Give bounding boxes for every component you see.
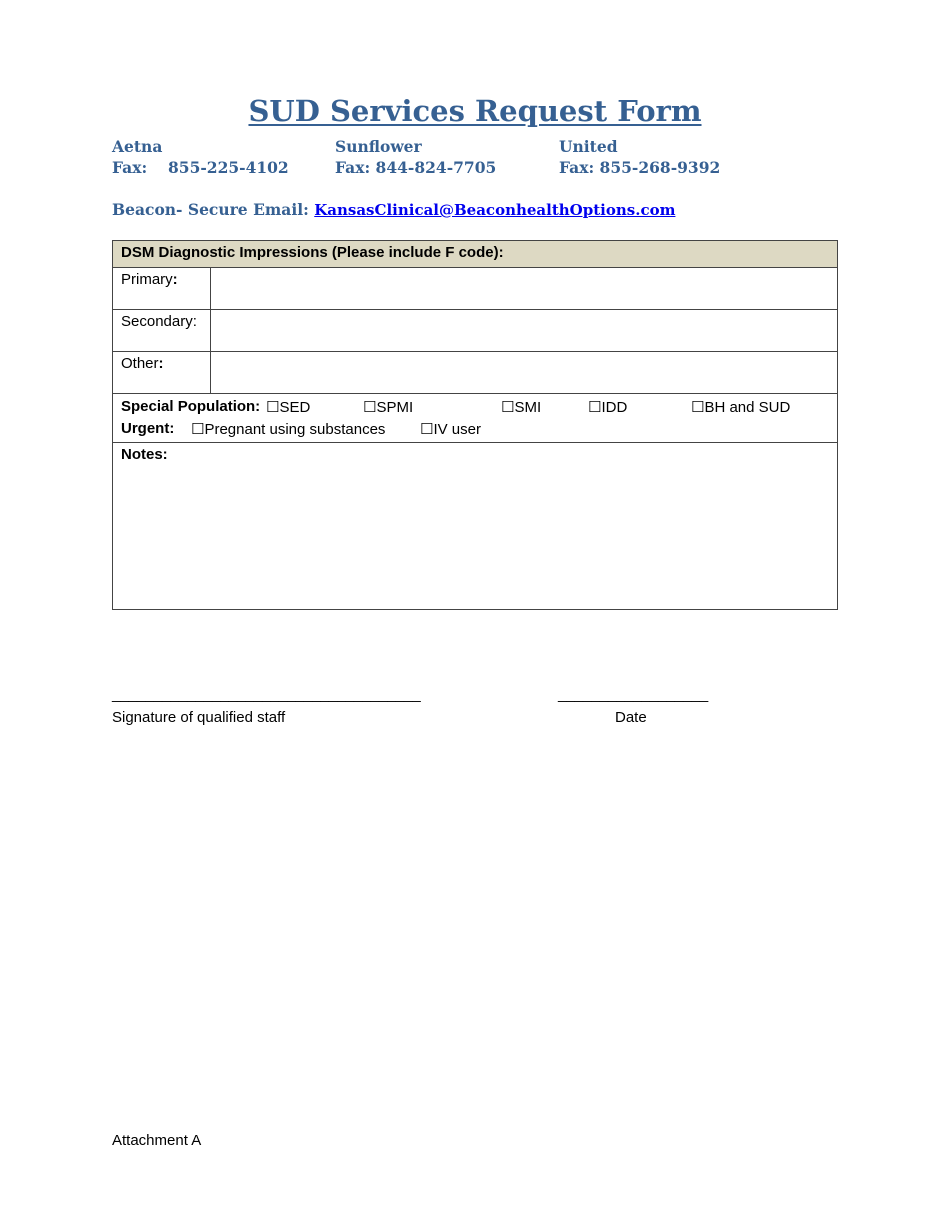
- other-field[interactable]: [211, 352, 838, 394]
- checkbox-bh-and-sud[interactable]: ☐BH and SUD: [691, 398, 791, 416]
- payer-fax: Fax: 855-268-9392: [559, 158, 721, 177]
- payer-fax: Fax: 855-225-4102: [112, 158, 289, 177]
- notes-label: Notes:: [121, 446, 168, 463]
- special-population-row: [113, 394, 838, 443]
- date-line: __________________: [558, 686, 709, 703]
- checkbox-spmi[interactable]: ☐SPMI: [363, 398, 414, 416]
- diagnostic-form: [112, 240, 838, 610]
- other-label: Other:: [113, 352, 211, 394]
- payer-name: United: [559, 137, 618, 156]
- checkbox-smi[interactable]: ☐SMI: [501, 398, 542, 416]
- payer-fax: Fax: 844-824-7705: [335, 158, 497, 177]
- checkbox-pregnant[interactable]: ☐Pregnant using substances: [191, 420, 386, 438]
- checkbox-icon: ☐: [191, 420, 205, 438]
- beacon-email-link[interactable]: KansasClinical@BeaconhealthOptions.com: [314, 201, 676, 219]
- secondary-label: Secondary:: [113, 310, 211, 352]
- date-label: Date: [615, 709, 647, 726]
- beacon-label: Beacon- Secure Email:: [112, 200, 309, 219]
- checkbox-iv-user[interactable]: ☐IV user: [420, 420, 481, 438]
- checkbox-icon: ☐: [420, 420, 434, 438]
- primary-field[interactable]: [211, 268, 838, 310]
- notes-field[interactable]: [113, 443, 838, 610]
- payer-aetna: [112, 136, 289, 178]
- checkbox-icon: ☐: [266, 398, 280, 416]
- beacon-email-row: [112, 200, 675, 219]
- checkbox-icon: ☐: [363, 398, 377, 416]
- checkbox-icon: ☐: [588, 398, 602, 416]
- secondary-field[interactable]: [211, 310, 838, 352]
- checkbox-icon: ☐: [501, 398, 515, 416]
- payer-united: [559, 136, 720, 178]
- urgent-label: Urgent:: [121, 420, 175, 437]
- special-population-label: Special Population:: [121, 398, 261, 415]
- primary-label: Primary:: [113, 268, 211, 310]
- checkbox-sed[interactable]: ☐SED: [266, 398, 311, 416]
- page-title: SUD Services Request Form: [248, 94, 702, 128]
- footer-attachment: Attachment A: [112, 1132, 202, 1149]
- signature-line: _____________________________________: [112, 686, 421, 703]
- payer-name: Sunflower: [335, 137, 422, 156]
- signature-label: Signature of qualified staff: [112, 709, 286, 726]
- form-header: DSM Diagnostic Impressions (Please include F code):: [113, 241, 838, 268]
- checkbox-icon: ☐: [691, 398, 705, 416]
- payer-sunflower: [335, 136, 496, 178]
- checkbox-idd[interactable]: ☐IDD: [588, 398, 628, 416]
- payer-name: Aetna: [112, 137, 163, 156]
